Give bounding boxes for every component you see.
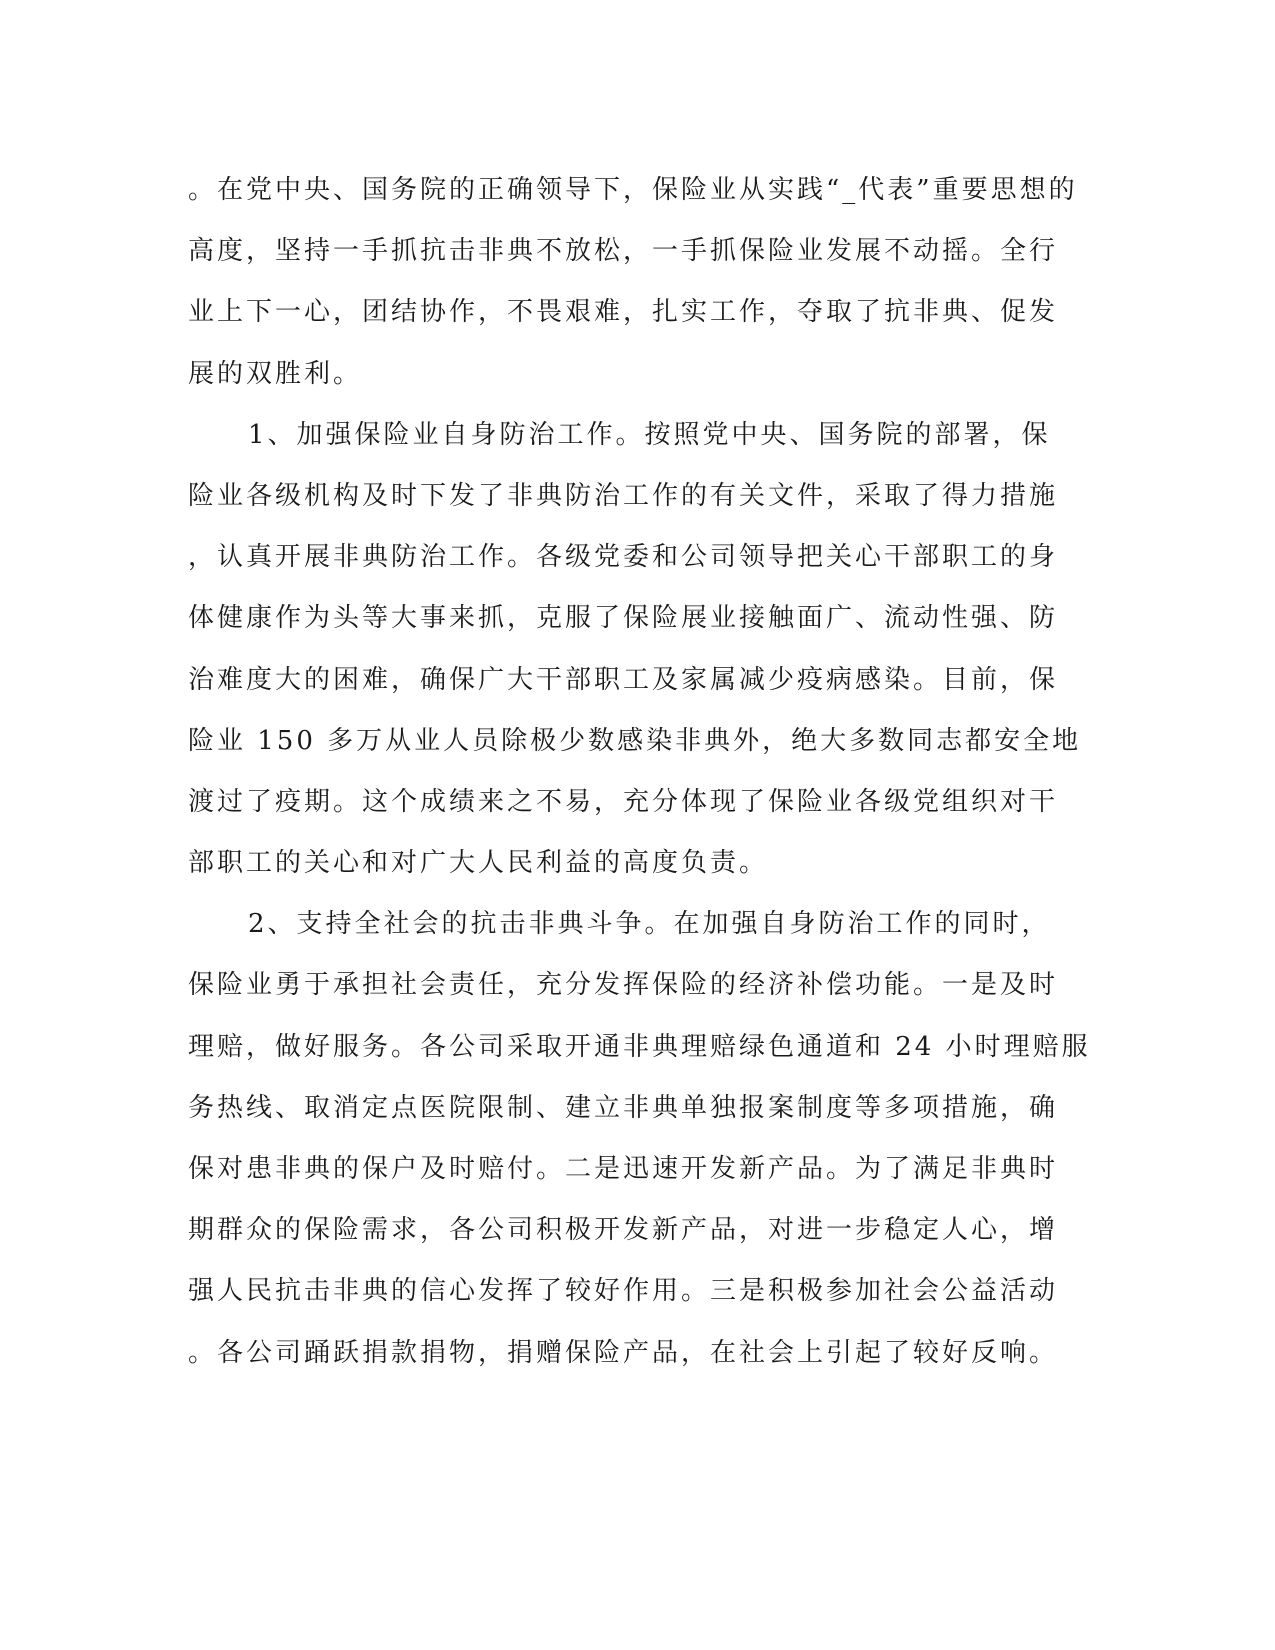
body-text [188,160,1091,1384]
paragraph-2-heading-line: 2、支持全社会的抗击非典斗争。在加强自身防治工作的同时， [248,909,1051,940]
text-line: 。在党中央、国务院的正确领导下，保险业从实践“_代表”重要思想的 [188,175,1078,205]
text-line: 高度，坚持一手抓抗击非典不放松，一手抓保险业发展不动摇。全行 [188,236,1059,267]
text-line: 保对患非典的保户及时赔付。二是迅速开发新产品。为了满足非典时 [188,1154,1059,1184]
text-line: 理赔，做好服务。各公司采取开通非典理赔绿色通道和 24 小时理赔服 [188,1031,1091,1062]
text-line: 。各公司踊跃捐款捐物，捐赠保险产品，在社会上引起了较好反响。 [188,1337,1059,1368]
text-line: 治难度大的困难，确保广大干部职工及家属减少疫病感染。目前，保 [188,664,1059,695]
text-line: 期群众的保险需求，各公司积极开发新产品，对进一步稳定人心，增 [188,1215,1059,1246]
text-line: 险业 150 多万从业人员除极少数感染非典外，绝大多数同志都安全地 [188,725,1082,756]
text-line: 业上下一心，团结协作，不畏艰难，扎实工作，夺取了抗非典、促发 [188,297,1059,328]
text-line: 展的双胜利。 [188,358,363,389]
paragraph-1-heading-line: 1、加强保险业自身防治工作。按照党中央、国务院的部署，保 [248,419,1051,450]
text-line: 保险业勇于承担社会责任，充分发挥保险的经济补偿功能。一是及时 [188,970,1059,1001]
text-line: 部职工的关心和对广大人民利益的高度负责。 [188,848,769,879]
text-line: 体健康作为头等大事来抓，克服了保险展业接触面广、流动性强、防 [188,603,1059,634]
text-line: ，认真开展非典防治工作。各级党委和公司领导把关心干部职工的身 [188,542,1059,573]
text-line: 渡过了疫期。这个成绩来之不易，充分体现了保险业各级党组织对干 [188,786,1059,817]
text-line: 险业各级机构及时下发了非典防治工作的有关文件，采取了得力措施 [188,480,1059,511]
text-line: 强人民抗击非典的信心发挥了较好作用。三是积极参加社会公益活动 [188,1276,1059,1307]
text-line: 务热线、取消定点医院限制、建立非典单独报案制度等多项措施，确 [188,1092,1059,1123]
